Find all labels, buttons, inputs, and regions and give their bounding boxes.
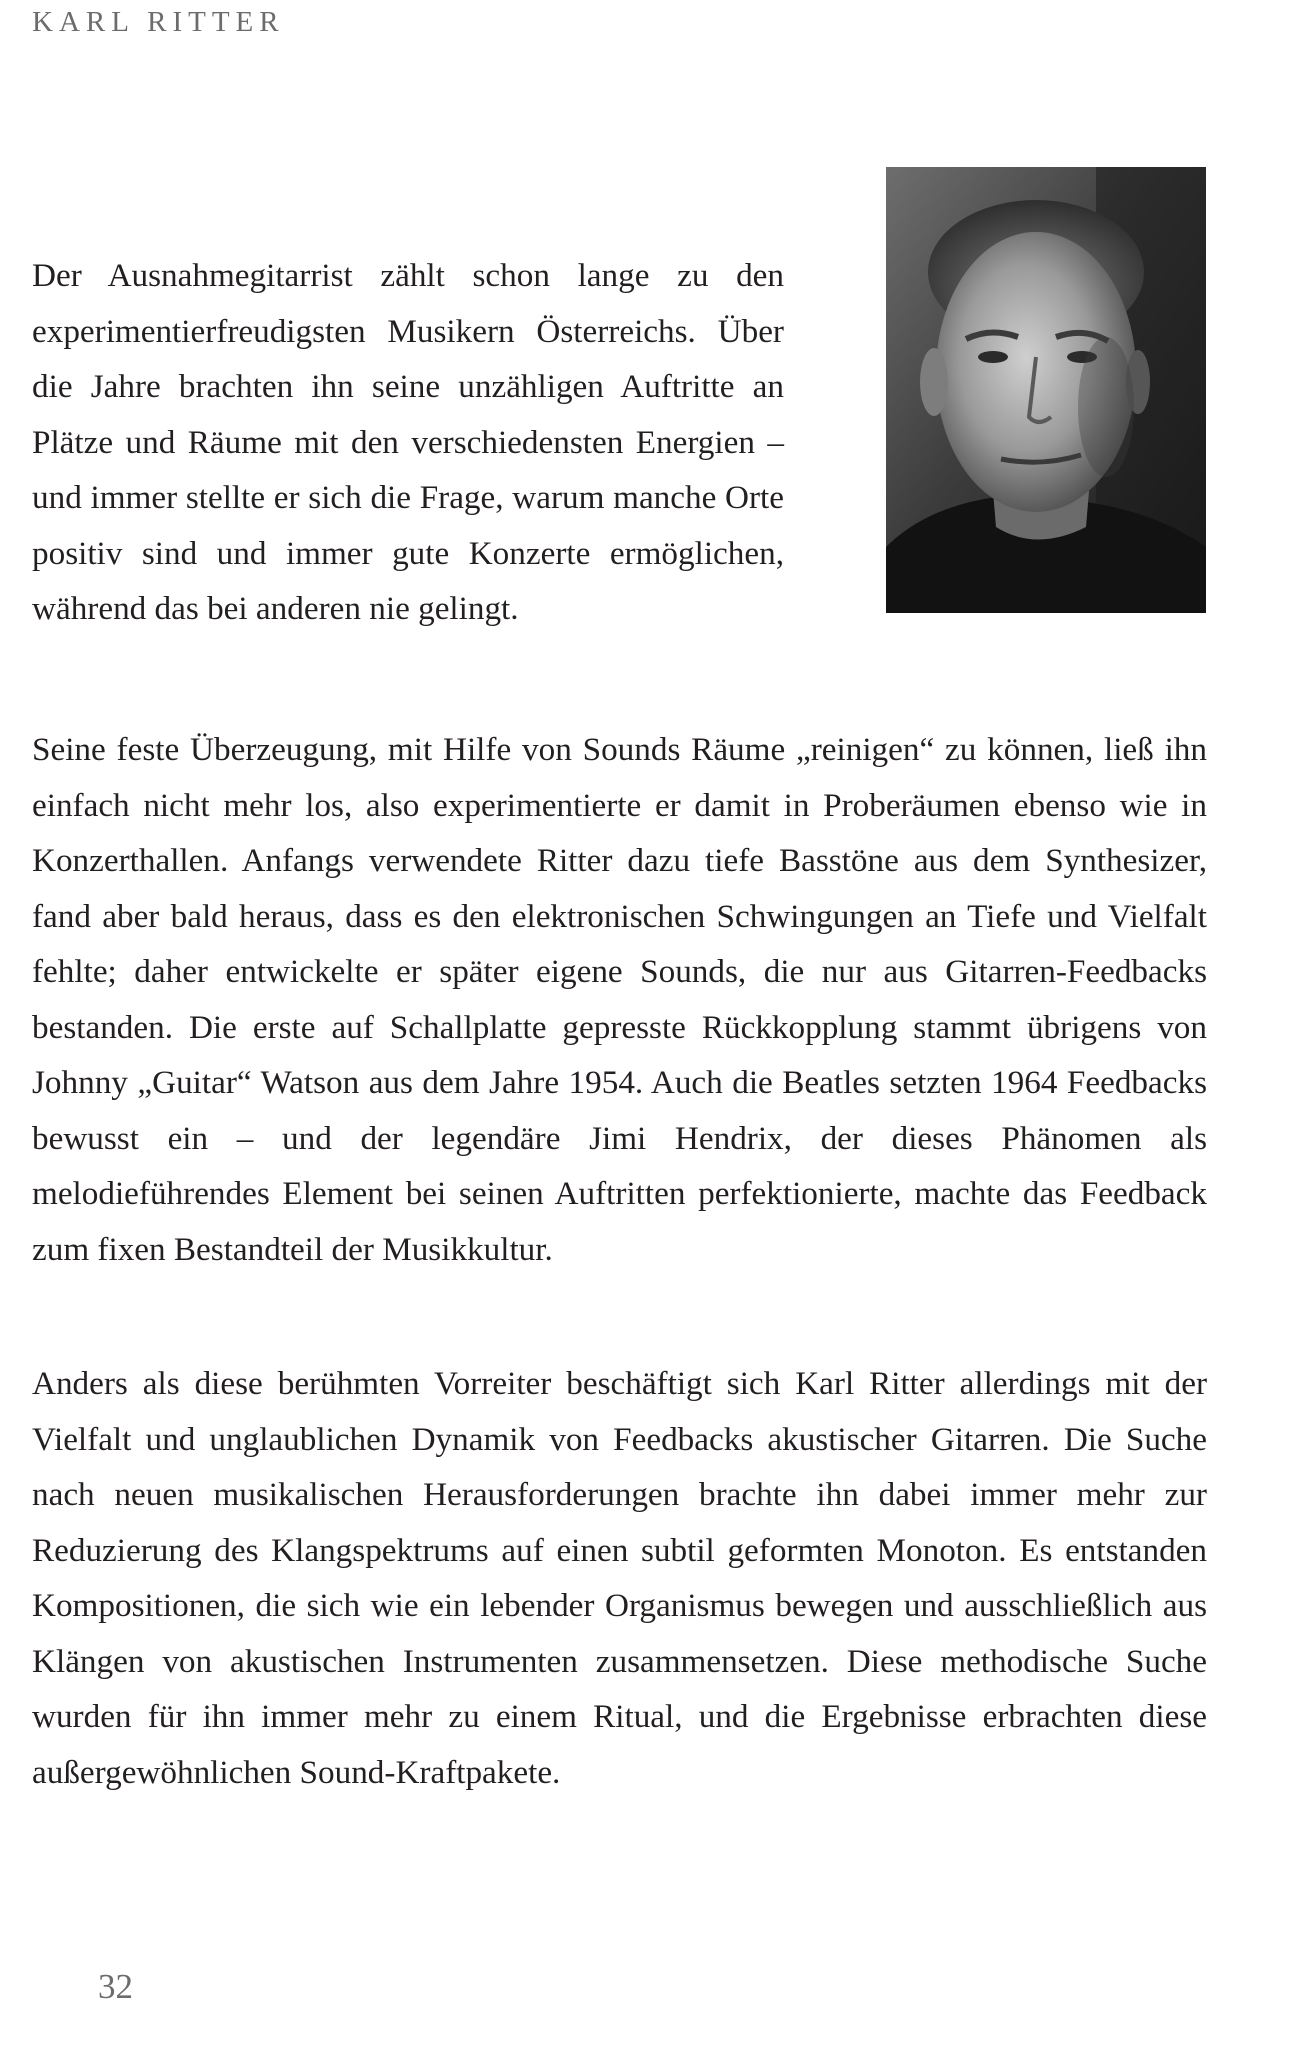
- paragraph-feedback-history: Seine feste Überzeugung, mit Hilfe von Sounds Räume „reinigen“ zu können, ließ ihn einfach nicht mehr los, also experimentierte er damit in Proberäumen ebenso wie in Konzerthallen. Anfangs verwendete Ritter dazu tiefe Basstöne aus dem Synthesizer, fand aber bald heraus, dass es den elektronischen Schwingungen an Tiefe und Vielfalt fehlte; daher entwickelte er später eigene Sounds, die nur aus Gitarren-Feedbacks bestanden. Die erste auf Schallplatte gepresste Rückkopplung stammt übrigens von Johnny „Guitar“ Watson aus dem Jahre 1954. Auch die Beatles setzten 1964 Feedbacks bewusst ein – und der legendäre Jimi Hendrix, der dieses Phänomen als melodieführendes Element bei seinen Auftritten perfektionierte, machte das Feedback zum fixen Bestandteil der Musikkultur.: [32, 731, 1207, 1268]
- page-number: 32: [98, 1967, 133, 2006]
- running-head: KARL RITTER: [32, 6, 285, 38]
- paragraph-intro: Der Ausnahmegitarrist zählt schon lange zu den experimentierfreudigsten Musikern Österreichs. Über die Jahre brachten ihn seine unzähligen Auftritte an Plätze und Räume mit den verschiedensten Energien – und immer stellte er sich die Frage, warum manche Orte positiv sind und immer gute Konzerte ermöglichen, während das bei anderen nie gelingt.: [32, 257, 784, 627]
- portrait-photo: [886, 167, 1206, 613]
- paragraph-acoustic-feedback: Anders als diese berühmten Vorreiter beschäftigt sich Karl Ritter allerdings mit der Vielfalt und unglaublichen Dynamik von Feedbacks akustischer Gitarren. Die Suche nach neuen musikalischen Herausforderungen brachte ihn dabei immer mehr zur Reduzierung des Klangspektrums auf einen subtil geformten Monoton. Es entstanden Kompositionen, die sich wie ein lebender Organismus bewegen und ausschließlich aus Klängen von akustischen Instrumenten zusammensetzen. Diese methodische Suche wurden für ihn immer mehr zu einem Ritual, und die Ergebnisse erbrachten diese außergewöhnlichen Sound-Kraftpakete.: [32, 1365, 1207, 1791]
